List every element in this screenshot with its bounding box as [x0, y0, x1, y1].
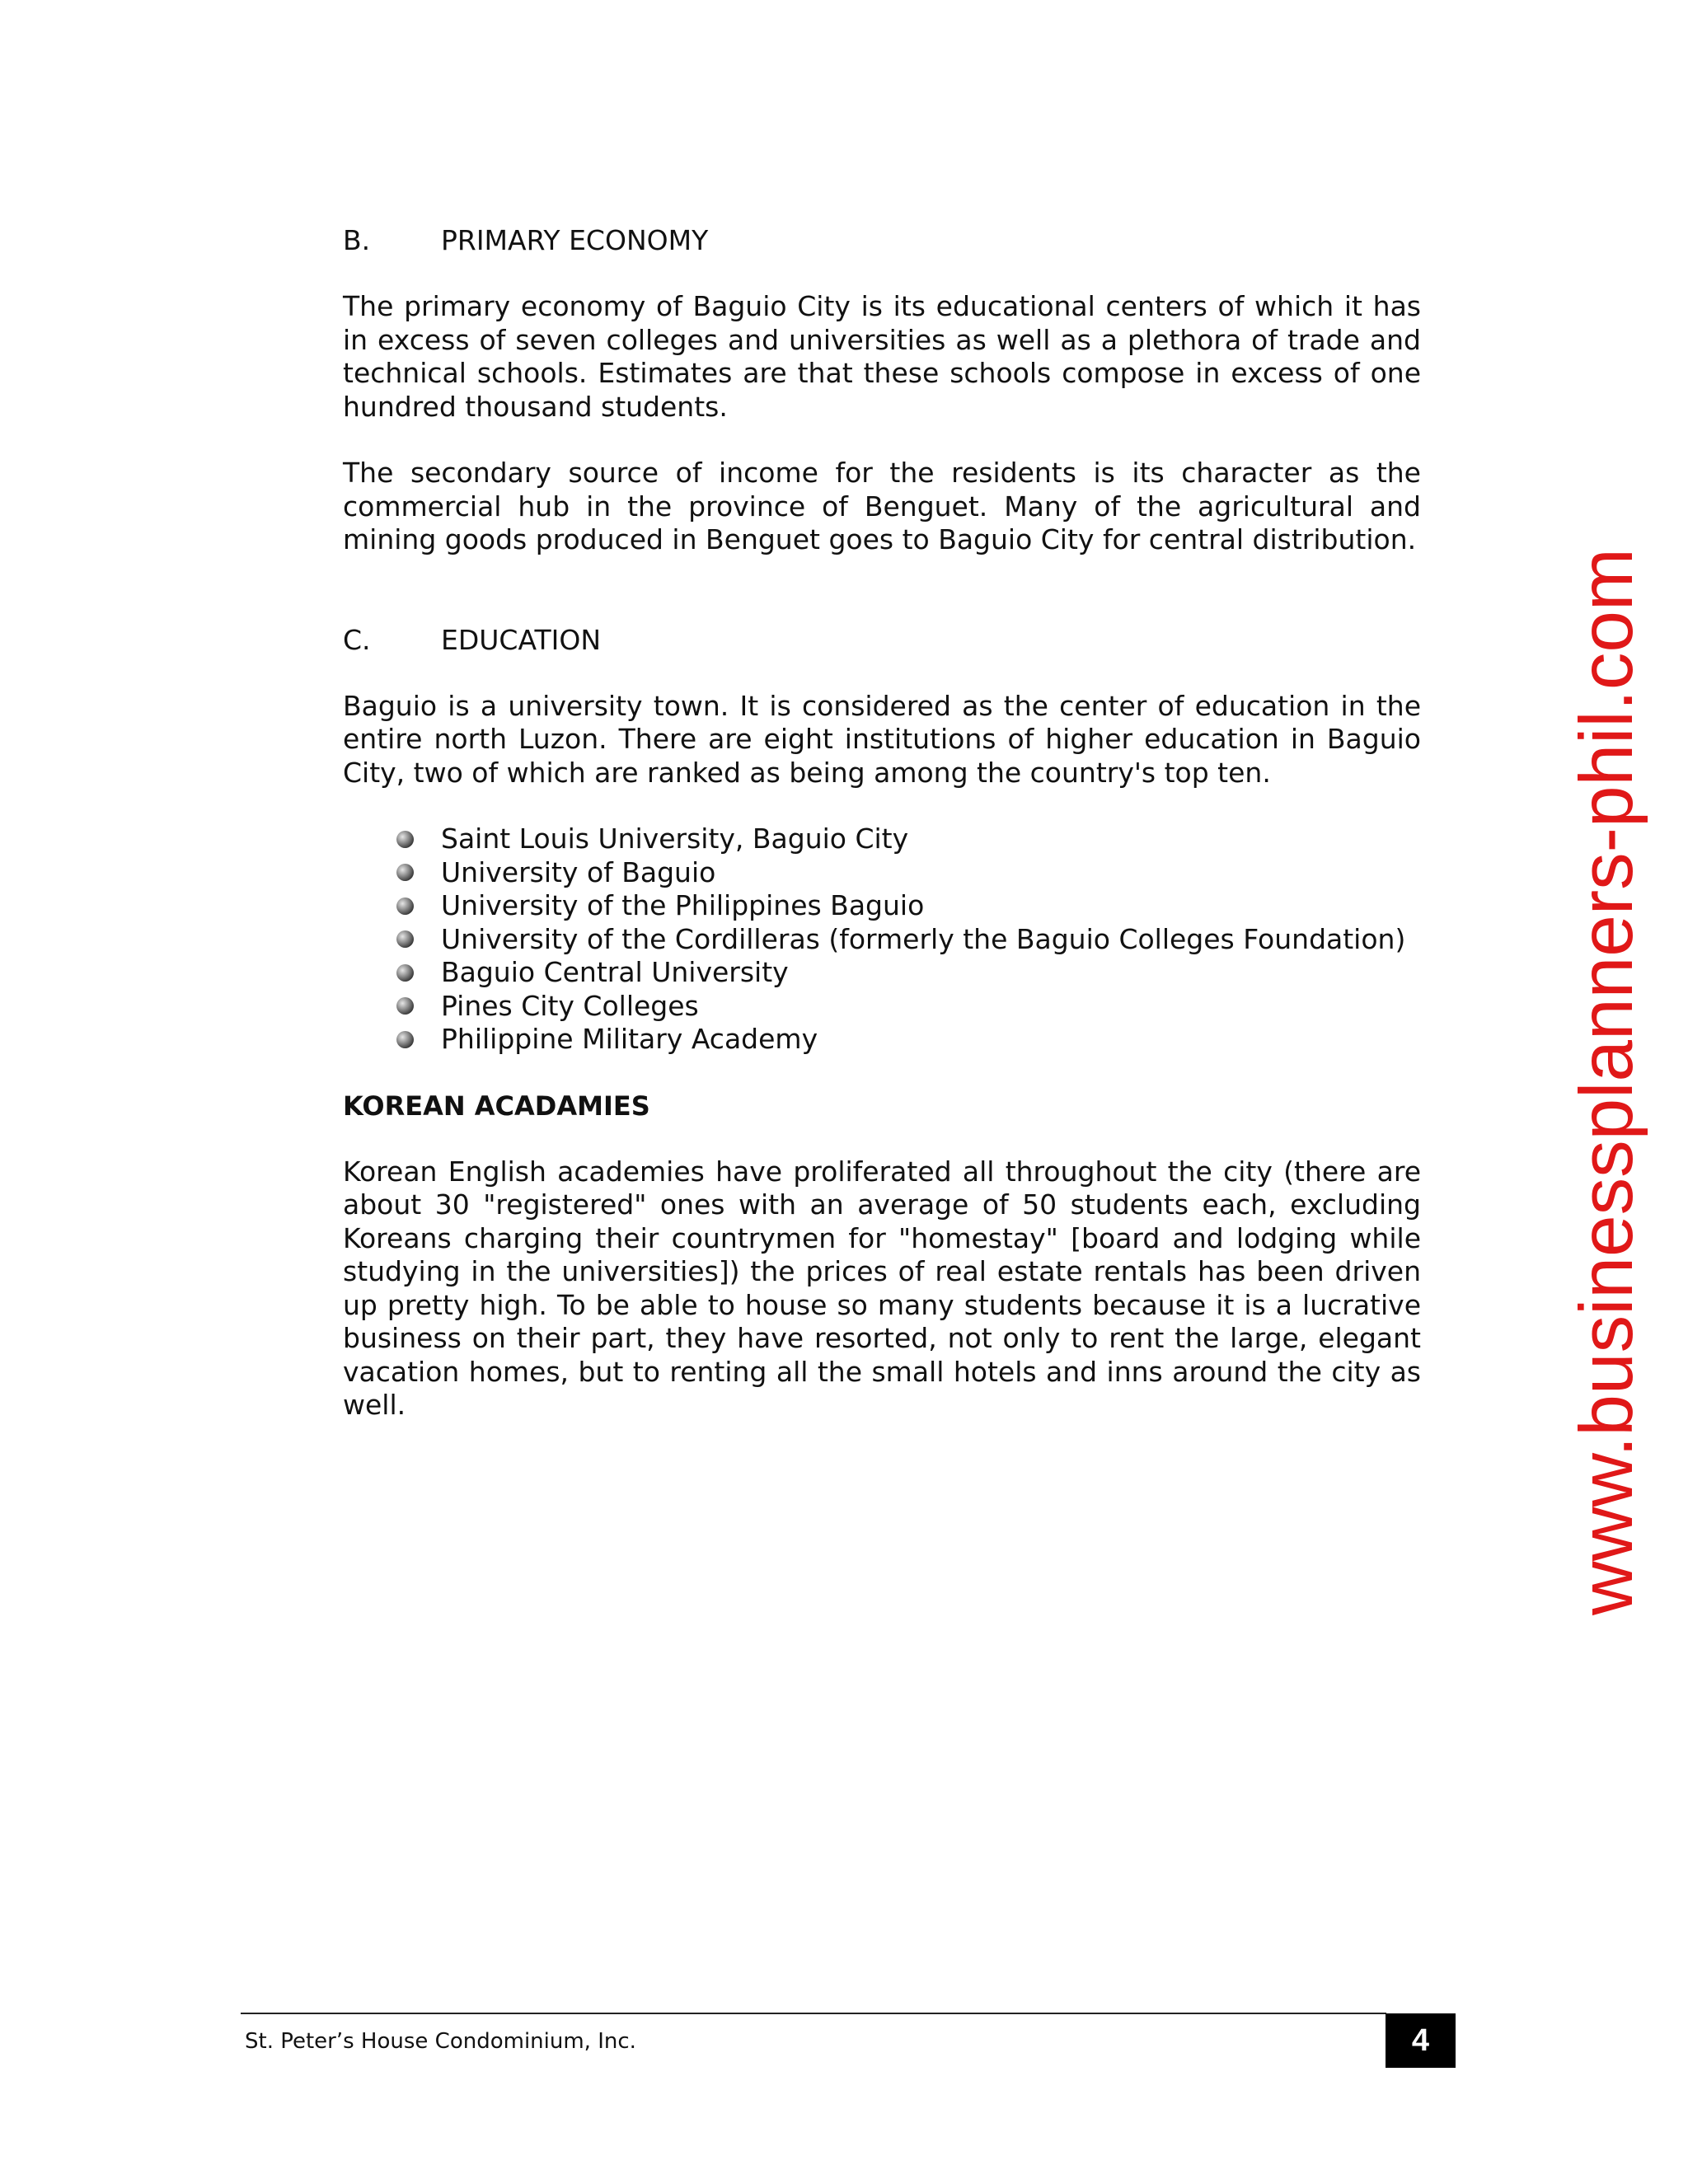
bullet-icon: [396, 930, 414, 948]
section-b-title: PRIMARY ECONOMY: [441, 224, 709, 256]
institution-name: Baguio Central University: [441, 956, 789, 988]
education-paragraph: Baguio is a university town. It is considered as the center of education in the entire north Luzon. There are eight institutions of higher education in Baguio City, two of which are ranked as being among the country's top ten.: [343, 689, 1421, 789]
bullet-icon: [396, 997, 414, 1015]
website-watermark: www.businessplanners-phil.com: [1565, 548, 1648, 1615]
institution-name: University of the Philippines Baguio: [441, 889, 925, 921]
institution-name: Saint Louis University, Baguio City: [441, 823, 909, 855]
document-body: [343, 224, 1421, 1422]
bullet-icon: [396, 964, 414, 982]
institution-name: University of the Cordilleras (formerly the Baguio Colleges Foundation): [441, 922, 1406, 955]
list-item: [396, 956, 1421, 990]
section-b-letter: B.: [343, 224, 371, 256]
section-c-letter: C.: [343, 623, 371, 656]
bullet-icon: [396, 864, 414, 881]
primary-economy-paragraph-1: The primary economy of Baguio City is its educational centers of which it has in excess of seven colleges and universities as well as a plethora of trade and technical schools. Estimates are that these schools compose in excess of one hundred thousand students.: [343, 290, 1421, 423]
list-item: [396, 856, 1421, 890]
bullet-icon: [396, 898, 414, 915]
bullet-icon: [396, 1031, 414, 1048]
institution-name: Pines City Colleges: [441, 989, 699, 1022]
page-number: 4: [1386, 2013, 1456, 2068]
korean-academies-heading: KOREAN ACADAMIES: [343, 1090, 650, 1122]
institution-name: University of Baguio: [441, 855, 716, 888]
list-item: [396, 823, 1421, 856]
list-item: [396, 923, 1421, 957]
institution-name: Philippine Military Academy: [441, 1023, 818, 1055]
bullet-icon: [396, 831, 414, 848]
list-item: [396, 889, 1421, 923]
primary-economy-paragraph-2: The secondary source of income for the residents is its character as the commercial hub in the province of Benguet. Many of the agricultural and mining goods produced in Benguet goes to Baguio City for central distribution.: [343, 457, 1421, 555]
section-c-heading: [343, 624, 1421, 657]
footer-company-name: St. Peter’s House Condominium, Inc.: [245, 2029, 636, 2054]
list-item: [396, 1023, 1421, 1057]
list-item: [396, 990, 1421, 1024]
korean-academies-paragraph: Korean English academies have proliferated all throughout the city (there are about 30 "registered" ones with an average of 50 students each, excluding Koreans charging their countrymen for "homestay" [board and lodging while studying in the universities]) the prices of real estate rentals has been driven up pretty high. To be able to house so many students because it is a lucrative business on their part, they have resorted, not only to rent the large, elegant vacation homes, but to renting all the small hotels and inns around the city as well.: [343, 1155, 1421, 1421]
section-b-heading: [343, 224, 1421, 257]
section-c-title: EDUCATION: [441, 623, 602, 656]
institutions-list: [343, 823, 1421, 1057]
footer-divider: [241, 2013, 1386, 2014]
